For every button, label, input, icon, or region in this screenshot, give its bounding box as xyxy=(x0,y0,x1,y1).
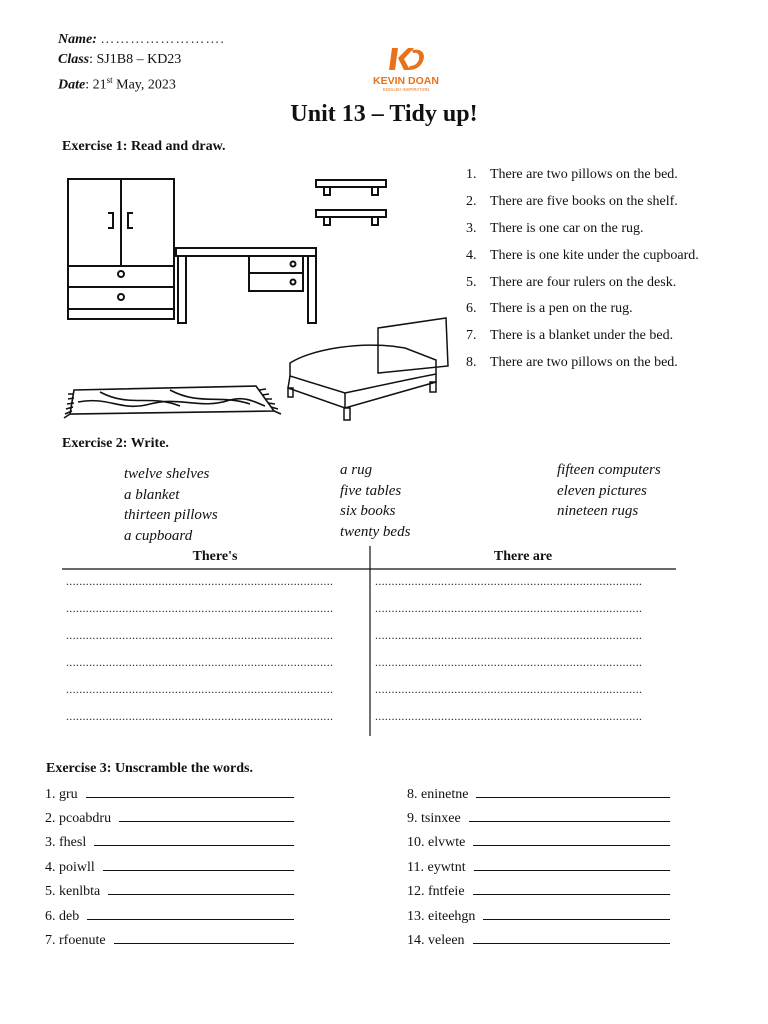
item-text: There are four rulers on the desk. xyxy=(490,274,677,290)
answer-dotted-line[interactable]: ................................................................................. xyxy=(375,574,643,588)
unscramble-item xyxy=(45,907,294,925)
list-item xyxy=(466,355,699,382)
scrambled-word: 8. eninetne xyxy=(407,787,469,802)
item-number: 5. xyxy=(466,274,477,290)
answer-dotted-line[interactable]: ................................................................................. xyxy=(66,655,334,669)
list-item xyxy=(466,167,699,194)
item-text: There is a pen on the rug. xyxy=(490,301,633,317)
word-bank-item: eleven pictures xyxy=(557,482,647,499)
word-bank-item: five tables xyxy=(340,482,402,499)
unscramble-item xyxy=(407,809,670,827)
list-item xyxy=(466,301,699,328)
scrambled-word: 10. elvwte xyxy=(407,835,466,850)
item-number: 8. xyxy=(466,355,477,371)
logo-text: KEVIN DOAN xyxy=(373,75,439,87)
exercise1-heading: Exercise 1: Read and draw. xyxy=(62,139,226,154)
scrambled-word: 7. rfoenute xyxy=(45,933,106,948)
word-bank-item: fifteen computers xyxy=(557,462,661,478)
word-bank-item: nineteen rugs xyxy=(557,503,639,520)
word-bank-column-3 xyxy=(557,460,661,522)
shelves-drawing xyxy=(316,180,386,225)
item-text: There are two pillows on the bed. xyxy=(490,355,678,371)
bed-drawing xyxy=(288,318,448,420)
word-bank-item: thirteen pillows xyxy=(124,507,218,524)
unscramble-item xyxy=(407,907,670,925)
answer-blank-line[interactable] xyxy=(94,833,294,846)
exercise1-sentence-list xyxy=(466,167,699,382)
date-label: Date xyxy=(58,77,86,93)
kevin-doan-logo xyxy=(368,44,444,94)
answer-dotted-line[interactable]: ................................................................................. xyxy=(66,601,334,615)
class-label: Class xyxy=(58,52,90,67)
item-text: There is one car on the rug. xyxy=(490,220,644,236)
scrambled-word: 6. deb xyxy=(45,909,80,924)
answer-blank-line[interactable] xyxy=(86,785,294,798)
word-bank-item: twelve shelves xyxy=(124,466,210,482)
table-header-there-are: There are xyxy=(493,549,553,564)
table-header-theres: There's xyxy=(192,549,238,564)
name-label: Name: xyxy=(58,32,97,47)
logo-tagline: ENGLISH INSPIRATION xyxy=(383,87,429,92)
wardrobe-drawing xyxy=(68,179,174,319)
name-line xyxy=(58,32,225,48)
word-bank-item: twenty beds xyxy=(340,524,411,541)
answer-blank-line[interactable] xyxy=(476,785,670,798)
item-number: 1. xyxy=(466,167,477,182)
unscramble-item xyxy=(407,785,670,803)
answer-dotted-line[interactable]: ................................................................................. xyxy=(375,601,643,615)
room-drawing xyxy=(60,168,460,428)
page-title: Unit 13 – Tidy up! xyxy=(290,101,478,127)
logo-mark-icon xyxy=(368,44,444,94)
scrambled-word: 4. poiwll xyxy=(45,860,95,875)
scrambled-word: 9. tsinxee xyxy=(407,811,461,826)
item-text: There is one kite under the cupboard. xyxy=(490,247,699,263)
answer-dotted-line[interactable]: ................................................................................. xyxy=(66,682,334,696)
item-number: 3. xyxy=(466,220,477,236)
answer-dotted-line[interactable]: ................................................................................. xyxy=(375,628,643,642)
scrambled-word: 2. pcoabdru xyxy=(45,811,112,826)
answer-blank-line[interactable] xyxy=(473,833,670,846)
answer-blank-line[interactable] xyxy=(469,809,670,822)
unscramble-item xyxy=(45,809,294,827)
unscramble-item xyxy=(45,833,294,851)
scrambled-word: 12. fntfeie xyxy=(407,884,465,899)
unscramble-item xyxy=(407,931,670,949)
date-value-rest: May, 2023 xyxy=(112,77,176,93)
scrambled-word: 11. eywtnt xyxy=(407,860,466,875)
scrambled-word: 5. kenlbta xyxy=(45,884,101,899)
exercise3-heading: Exercise 3: Unscramble the words. xyxy=(46,761,253,776)
date-line xyxy=(58,72,176,94)
answer-blank-line[interactable] xyxy=(473,882,670,895)
answer-blank-line[interactable] xyxy=(87,907,294,920)
unscramble-item xyxy=(407,882,670,900)
desk-drawing xyxy=(176,248,316,323)
word-bank-column-1 xyxy=(124,464,218,547)
answer-blank-line[interactable] xyxy=(103,858,294,871)
word-bank-item: six books xyxy=(340,503,396,520)
list-item xyxy=(466,328,699,355)
answer-dotted-line[interactable]: ................................................................................. xyxy=(375,709,643,723)
scrambled-word: 14. veleen xyxy=(407,933,465,948)
answer-blank-line[interactable] xyxy=(119,809,294,822)
unscramble-item xyxy=(45,882,294,900)
date-value: : 21 xyxy=(85,77,107,93)
answer-blank-line[interactable] xyxy=(114,931,294,944)
unscramble-item xyxy=(45,931,294,949)
item-number: 6. xyxy=(466,301,477,317)
answer-blank-line[interactable] xyxy=(483,907,670,920)
answer-dotted-line[interactable]: ................................................................................. xyxy=(375,682,643,696)
answer-dotted-line[interactable]: ................................................................................. xyxy=(66,709,334,723)
exercise2-heading: Exercise 2: Write. xyxy=(62,436,169,451)
scrambled-word: 13. eiteehgn xyxy=(407,909,476,924)
list-item xyxy=(466,248,699,275)
rug-drawing xyxy=(64,386,281,418)
unscramble-item xyxy=(45,785,294,803)
unscramble-item xyxy=(407,833,670,851)
item-text: There is a blanket under the bed. xyxy=(490,328,674,344)
item-number: 4. xyxy=(466,247,477,263)
list-item xyxy=(466,275,699,302)
class-line xyxy=(58,52,181,68)
word-bank-item: a blanket xyxy=(124,486,180,503)
item-number: 2. xyxy=(466,193,477,209)
item-text: There are two pillows on the bed. xyxy=(490,167,678,182)
answer-blank-line[interactable] xyxy=(473,931,670,944)
answer-dotted-line[interactable]: ................................................................................. xyxy=(66,574,334,588)
answer-blank-line[interactable] xyxy=(474,858,670,871)
answer-dotted-line[interactable]: ................................................................................. xyxy=(66,628,334,642)
name-value: ……………………. xyxy=(100,32,225,47)
item-number: 7. xyxy=(466,328,477,344)
word-bank-item: a rug xyxy=(340,462,373,478)
unscramble-item xyxy=(45,858,294,876)
scrambled-word: 1. gru xyxy=(45,787,78,802)
scrambled-word: 3. fhesl xyxy=(45,835,87,850)
answer-blank-line[interactable] xyxy=(108,882,294,895)
word-bank-item: a cupboard xyxy=(124,528,193,545)
list-item xyxy=(466,221,699,248)
date-suffix: st xyxy=(106,75,113,85)
list-item xyxy=(466,194,699,221)
item-text: There are five books on the shelf. xyxy=(490,193,678,209)
answer-dotted-line[interactable]: ................................................................................. xyxy=(375,655,643,669)
class-value: : SJ1B8 – KD23 xyxy=(89,52,182,67)
word-bank-column-2 xyxy=(340,460,410,543)
unscramble-item xyxy=(407,858,670,876)
